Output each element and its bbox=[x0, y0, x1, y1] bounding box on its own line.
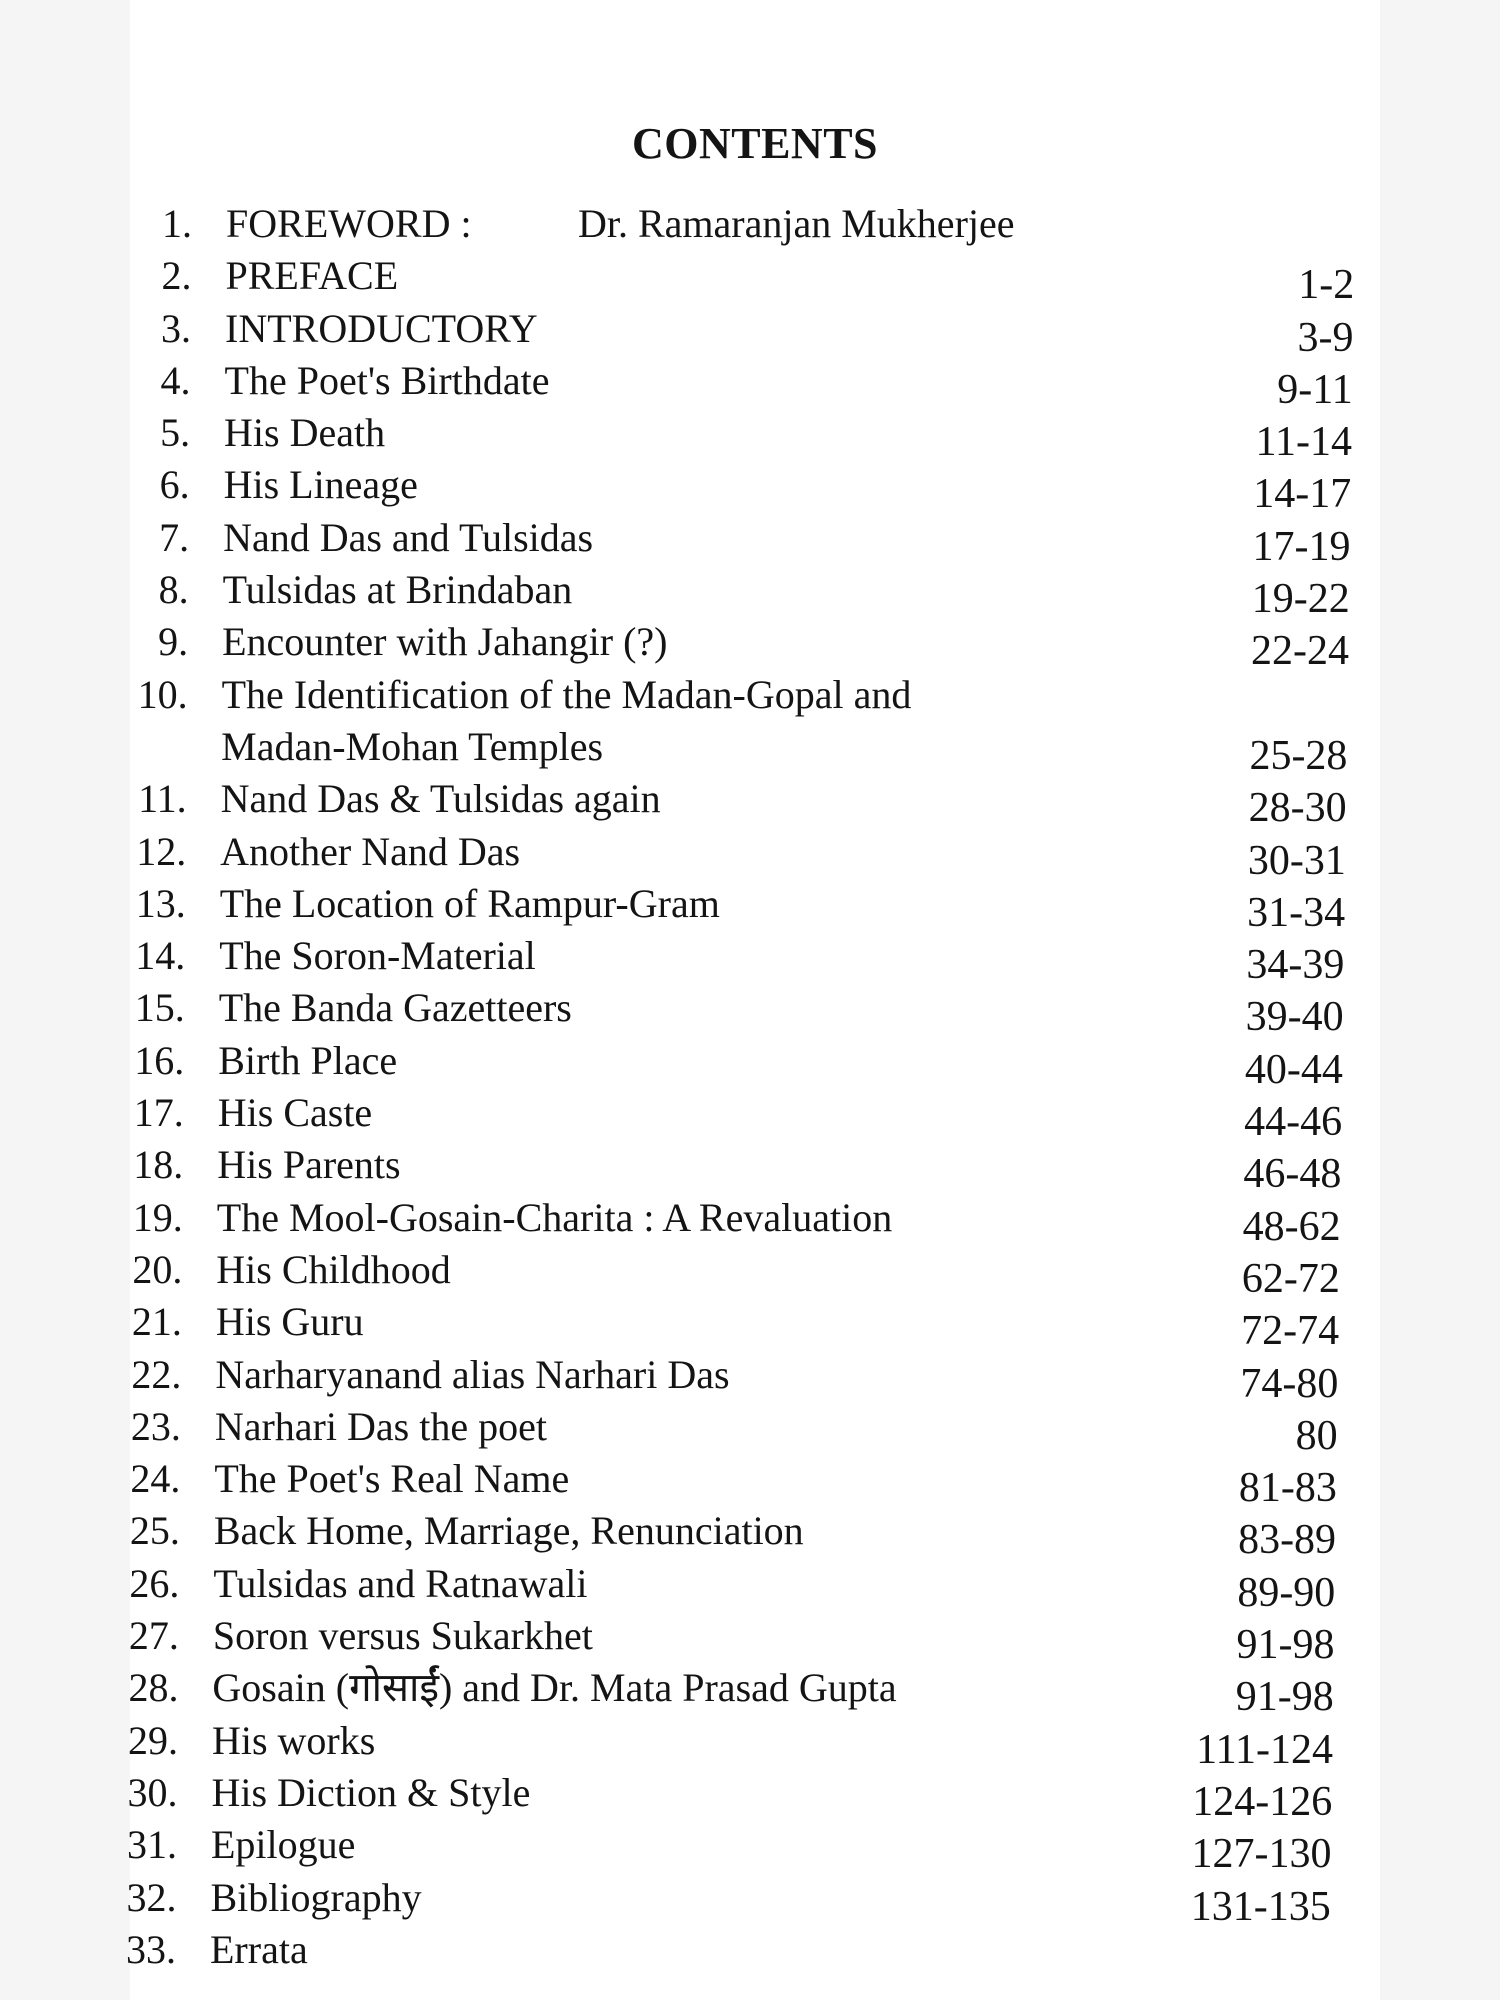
entry-pages: 30-31 bbox=[1247, 837, 1346, 884]
entry-number: 7. bbox=[159, 514, 190, 560]
entry-pages: 14-17 bbox=[1253, 471, 1352, 518]
toc-entry bbox=[129, 1505, 1380, 1564]
entry-pages: 19-22 bbox=[1251, 576, 1350, 623]
entry-pages: 1-2 bbox=[1298, 262, 1355, 309]
entry-number: 2. bbox=[161, 253, 192, 299]
entry-title: Another Nand Das bbox=[220, 828, 521, 874]
entry-number: 6. bbox=[159, 462, 190, 508]
entry-number: 22. bbox=[131, 1351, 182, 1397]
entry-number: 32. bbox=[126, 1874, 177, 1920]
entry-number: 28. bbox=[128, 1665, 179, 1711]
entry-pages: 44-46 bbox=[1244, 1099, 1343, 1146]
entry-title: Birth Place bbox=[218, 1037, 398, 1083]
entry-pages: 62-72 bbox=[1241, 1255, 1340, 1302]
toc-entry bbox=[130, 1192, 1380, 1250]
entry-pages: 83-89 bbox=[1238, 1517, 1337, 1564]
entry-number: 27. bbox=[128, 1613, 179, 1659]
toc-entry bbox=[130, 250, 1380, 309]
entry-number: 1. bbox=[162, 201, 192, 246]
entry-number: 13. bbox=[135, 880, 186, 926]
entry-pages: 3-9 bbox=[1297, 314, 1354, 361]
toc-entry bbox=[130, 355, 1380, 413]
entry-number: 14. bbox=[135, 933, 186, 979]
entry-title: Bibliography bbox=[210, 1874, 422, 1920]
entry-title: Soron versus Sukarkhet bbox=[212, 1613, 593, 1659]
toc-entry bbox=[130, 773, 1380, 832]
toc-entry bbox=[130, 669, 1380, 721]
entry-pages: 9-11 bbox=[1277, 366, 1353, 413]
entry-number: 15. bbox=[134, 985, 185, 1031]
entry-number: 17. bbox=[133, 1090, 184, 1136]
entry-title: Narhari Das the poet bbox=[214, 1403, 547, 1449]
entry-number: 30. bbox=[127, 1769, 178, 1815]
entry-number: 18. bbox=[133, 1142, 184, 1188]
entry-number: 12. bbox=[136, 828, 187, 874]
entry-number: 16. bbox=[134, 1037, 185, 1083]
entry-title: The Identification of the Madan-Gopal and bbox=[221, 671, 912, 717]
entry-pages: 39-40 bbox=[1245, 994, 1344, 1041]
toc-entry bbox=[130, 564, 1380, 623]
toc-entry bbox=[130, 1401, 1380, 1459]
entry-title: His Caste bbox=[217, 1090, 373, 1136]
toc-entry bbox=[130, 1139, 1380, 1198]
entry-title: His works bbox=[211, 1717, 376, 1763]
entry-pages: 91-98 bbox=[1236, 1622, 1335, 1669]
toc-entry bbox=[126, 1924, 1380, 1976]
entry-number: 10. bbox=[137, 671, 188, 717]
entry-title: His Childhood bbox=[216, 1246, 451, 1292]
entry-pages: 48-62 bbox=[1242, 1203, 1341, 1250]
toc-entry bbox=[130, 459, 1380, 518]
entry-pages: 40-44 bbox=[1244, 1046, 1343, 1093]
toc-entry bbox=[126, 1872, 1380, 1930]
entry-pages: 28-30 bbox=[1248, 785, 1347, 832]
entry-title: His Diction & Style bbox=[211, 1769, 531, 1815]
entry-pages: 17-19 bbox=[1252, 523, 1351, 570]
entry-title: The Mool-Gosain-Charita : A Revaluation bbox=[216, 1194, 893, 1240]
entry-title: Errata bbox=[210, 1926, 308, 1972]
entry-number: 25. bbox=[129, 1508, 180, 1554]
entry-number: 5. bbox=[160, 410, 191, 456]
entry-pages: 80 bbox=[1295, 1412, 1338, 1459]
entry-pages: 111-124 bbox=[1196, 1726, 1334, 1773]
entry-title: His Guru bbox=[215, 1299, 364, 1345]
entry-title: INTRODUCTORY bbox=[225, 305, 538, 351]
entry-title: PREFACE bbox=[225, 253, 399, 299]
entry-number: 3. bbox=[161, 305, 192, 351]
entry-pages: 74-80 bbox=[1240, 1360, 1339, 1407]
entry-title: Encounter with Jahangir (?) bbox=[222, 619, 668, 665]
entry-number: 23. bbox=[130, 1403, 181, 1449]
entry-title: Tulsidas and Ratnawali bbox=[213, 1560, 588, 1606]
entry-number: 19. bbox=[132, 1194, 183, 1240]
entry-number: 33. bbox=[126, 1926, 176, 1972]
entry-pages: 89-90 bbox=[1237, 1569, 1336, 1616]
entry-number: 8. bbox=[158, 567, 189, 613]
entry-pages: 25-28 bbox=[1249, 732, 1348, 779]
entry-number: 20. bbox=[132, 1246, 183, 1292]
entry-number: 29. bbox=[127, 1717, 178, 1763]
entry-title: Gosain (गोसाईं) and Dr. Mata Prasad Gupta bbox=[212, 1665, 897, 1711]
entry-title: The Soron-Material bbox=[219, 933, 536, 979]
toc-entry bbox=[130, 826, 1380, 884]
entry-title-continued: Madan-Mohan Temples bbox=[221, 723, 604, 769]
toc-entry bbox=[126, 1819, 1380, 1878]
toc-entry bbox=[130, 1349, 1380, 1407]
toc-entry-continuation bbox=[130, 721, 1380, 779]
toc-entry bbox=[130, 616, 1380, 675]
entry-number: 4. bbox=[160, 357, 191, 403]
foreword-author: Dr. Ramaranjan Mukherjee bbox=[578, 201, 1015, 246]
toc-entry bbox=[127, 1767, 1380, 1825]
entry-title: Epilogue bbox=[210, 1822, 356, 1868]
entry-pages: 72-74 bbox=[1241, 1308, 1340, 1355]
entry-title: The Banda Gazetteers bbox=[218, 985, 572, 1031]
toc-entry bbox=[130, 1453, 1380, 1512]
entry-number: 26. bbox=[129, 1560, 180, 1606]
entry-number: 24. bbox=[130, 1456, 181, 1502]
entry-title: Back Home, Marriage, Renunciation bbox=[213, 1508, 804, 1554]
entry-number: 9. bbox=[158, 619, 189, 665]
entry-title: Narharyanand alias Narhari Das bbox=[215, 1351, 730, 1397]
entry-pages: 131-135 bbox=[1190, 1883, 1331, 1930]
entry-title: The Location of Rampur-Gram bbox=[219, 880, 720, 926]
toc-entry bbox=[130, 1087, 1380, 1146]
toc-entry bbox=[130, 303, 1380, 361]
entry-pages: 91-98 bbox=[1235, 1674, 1334, 1721]
entry-pages: 81-83 bbox=[1238, 1465, 1337, 1512]
toc-entry bbox=[128, 1662, 1380, 1721]
table-of-contents bbox=[126, 198, 1380, 1976]
entry-title: FOREWORD : bbox=[226, 201, 472, 246]
entry-title: Nand Das and Tulsidas bbox=[223, 514, 594, 560]
entry-pages: 31-34 bbox=[1247, 889, 1346, 936]
entry-pages: 34-39 bbox=[1246, 942, 1345, 989]
entry-pages: 11-14 bbox=[1255, 419, 1352, 466]
toc-entry bbox=[130, 1244, 1380, 1302]
entry-pages: 127-130 bbox=[1191, 1831, 1332, 1878]
entry-number: 21. bbox=[131, 1299, 182, 1345]
toc-entry bbox=[130, 930, 1380, 989]
entry-title: The Poet's Birthdate bbox=[224, 357, 550, 403]
entry-title: Nand Das & Tulsidas again bbox=[220, 776, 661, 822]
entry-title: The Poet's Real Name bbox=[214, 1456, 570, 1502]
entry-title: His Parents bbox=[217, 1142, 401, 1188]
toc-entry bbox=[130, 982, 1380, 1041]
entry-title: His Death bbox=[224, 410, 386, 456]
toc-entry bbox=[130, 198, 1380, 250]
entry-number: 31. bbox=[126, 1822, 177, 1868]
entry-pages: 46-48 bbox=[1243, 1151, 1342, 1198]
toc-entry bbox=[130, 878, 1380, 936]
document-page bbox=[126, 0, 1380, 2000]
entry-pages: 22-24 bbox=[1250, 628, 1349, 675]
entry-title: His Lineage bbox=[223, 462, 418, 508]
toc-entry bbox=[130, 407, 1380, 466]
entry-number: 11. bbox=[138, 776, 187, 822]
toc-entry bbox=[129, 1558, 1380, 1616]
toc-entry bbox=[130, 512, 1380, 570]
toc-entry bbox=[128, 1610, 1380, 1669]
toc-entry bbox=[127, 1715, 1380, 1773]
toc-entry bbox=[130, 1035, 1380, 1093]
entry-title: Tulsidas at Brindaban bbox=[222, 567, 573, 613]
toc-entry bbox=[130, 1296, 1380, 1355]
entry-pages: 124-126 bbox=[1192, 1778, 1333, 1825]
page-title: CONTENTS bbox=[631, 119, 879, 168]
